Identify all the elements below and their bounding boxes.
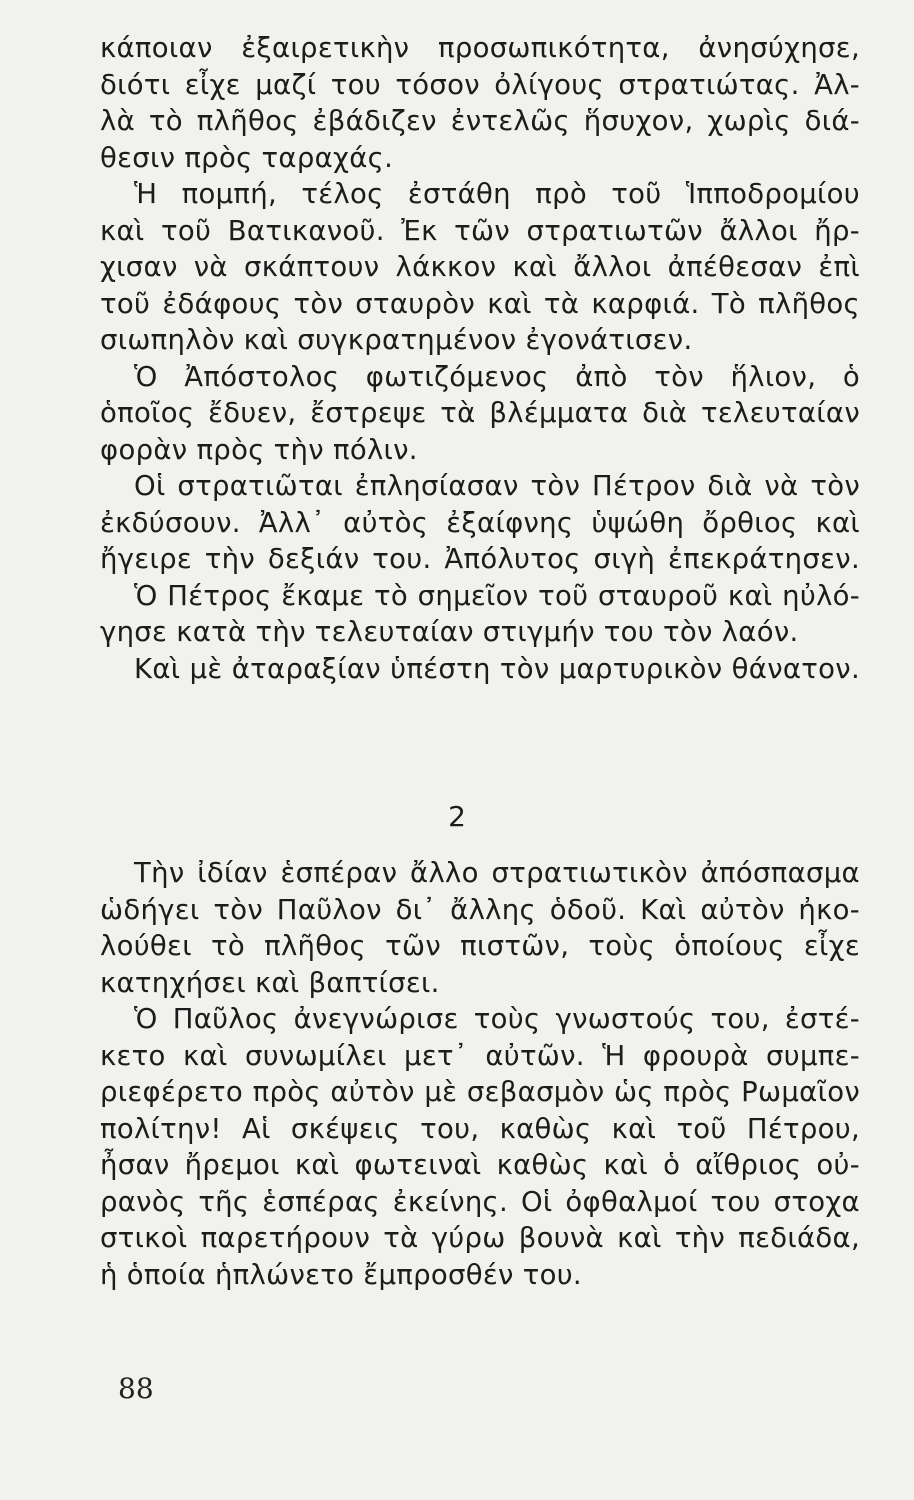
text-line: φορὰν πρὸς τὴν πόλιν. xyxy=(100,433,418,466)
text-line: ἡ ὁποία ἡπλώνετο ἔμπροσθέν του. xyxy=(100,1258,582,1291)
text-line: καὶ τοῦ Βατικανοῦ. Ἐκ τῶν στρατιωτῶν ἄλλοι ἤρ- xyxy=(100,214,860,247)
paragraph-block-1 xyxy=(100,30,860,687)
text-line: τοῦ ἐδάφους τὸν σταυρὸν καὶ τὰ καρφιά. Τὸ πλῆθος xyxy=(100,287,860,320)
text-line: γησε κατὰ τὴν τελευταίαν στιγμήν του τὸν λαόν. xyxy=(100,616,799,648)
page-number: 88 xyxy=(118,1372,154,1405)
text-line: λὰ τὸ πλῆθος ἐβάδιζεν ἐντελῶς ἥσυχον, χωρὶς διά- xyxy=(100,105,860,137)
text-line: πολίτην! Αἱ σκέψεις του, καθὼς καὶ τοῦ Πέτρου, xyxy=(100,1112,860,1145)
text-line: ἐκδύσουν. Ἀλλ᾽ αὐτὸς ἐξαίφνης ὑψώθη ὄρθιος καὶ xyxy=(100,506,860,539)
text-line: θεσιν πρὸς ταραχάς. xyxy=(100,141,394,174)
text-line: ρανὸς τῆς ἑσπέρας ἐκείνης. Οἱ ὀφθαλμοί του στοχα xyxy=(100,1185,860,1218)
paragraph-block-2 xyxy=(100,855,860,1293)
text-line: κετο καὶ συνωμίλει μετ᾽ αὐτῶν. Ἡ φρουρὰ συμπε- xyxy=(100,1039,860,1072)
text-line: Ὁ Ἀπόστολος φωτιζόμενος ἀπὸ τὸν ἥλιον, ὁ xyxy=(134,360,860,393)
text-line: λούθει τὸ πλῆθος τῶν πιστῶν, τοὺς ὁποίους εἶχε xyxy=(100,930,860,962)
text-line: κάποιαν ἐξαιρετικὴν προσωπικότητα, ἀνησύχησε, xyxy=(100,32,860,64)
text-line: ὡδήγει τὸν Παῦλον δι᾽ ἄλλης ὁδοῦ. Καὶ αὐτὸν ἠκο- xyxy=(100,893,860,926)
text-line: κατηχήσει καὶ βαπτίσει. xyxy=(100,966,440,999)
section-number: 2 xyxy=(448,800,466,833)
text-line: ριεφέρετο πρὸς αὐτὸν μὲ σεβασμὸν ὡς πρὸς Ρωμαῖον xyxy=(100,1076,860,1108)
text-line: Τὴν ἰδίαν ἑσπέραν ἄλλο στρατιωτικὸν ἀπόσπασμα xyxy=(134,857,860,889)
text-line: ἦσαν ἤρεμοι καὶ φωτειναὶ καθὼς καὶ ὁ αἴθριος οὐ- xyxy=(100,1149,860,1181)
text-line: Οἱ στρατιῶται ἐπλησίασαν τὸν Πέτρον διὰ νὰ τὸν xyxy=(134,470,860,502)
text-line: σιωπηλὸν καὶ συγκρατημένον ἐγονάτισεν. xyxy=(100,324,693,356)
text-line: χισαν νὰ σκάπτουν λάκκον καὶ ἄλλοι ἀπέθεσαν ἐπὶ xyxy=(100,251,860,283)
text-line: στικοὶ παρετήρουν τὰ γύρω βουνὰ καὶ τὴν πεδιάδα, xyxy=(100,1222,860,1254)
text-line: ἤγειρε τὴν δεξιάν του. Ἀπόλυτος σιγὴ ἐπεκράτησεν. xyxy=(100,543,860,575)
text-line: Καὶ μὲ ἀταραξίαν ὑπέστη τὸν μαρτυρικὸν θάνατον. xyxy=(134,652,860,685)
text-line: Ὁ Πέτρος ἔκαμε τὸ σημεῖον τοῦ σταυροῦ καὶ ηὐλό- xyxy=(134,579,860,612)
text-line: Ἡ πομπή, τέλος ἐστάθη πρὸ τοῦ Ἱπποδρομίου xyxy=(134,178,860,210)
text-line: Ὁ Παῦλος ἀνεγνώρισε τοὺς γνωστούς του, ἐστέ- xyxy=(134,1003,860,1035)
text-line: ὁποῖος ἔδυεν, ἔστρεψε τὰ βλέμματα διὰ τελευταίαν xyxy=(100,397,860,429)
text-line: διότι εἶχε μαζί του τόσον ὀλίγους στρατιώτας. Ἀλ- xyxy=(100,68,860,101)
